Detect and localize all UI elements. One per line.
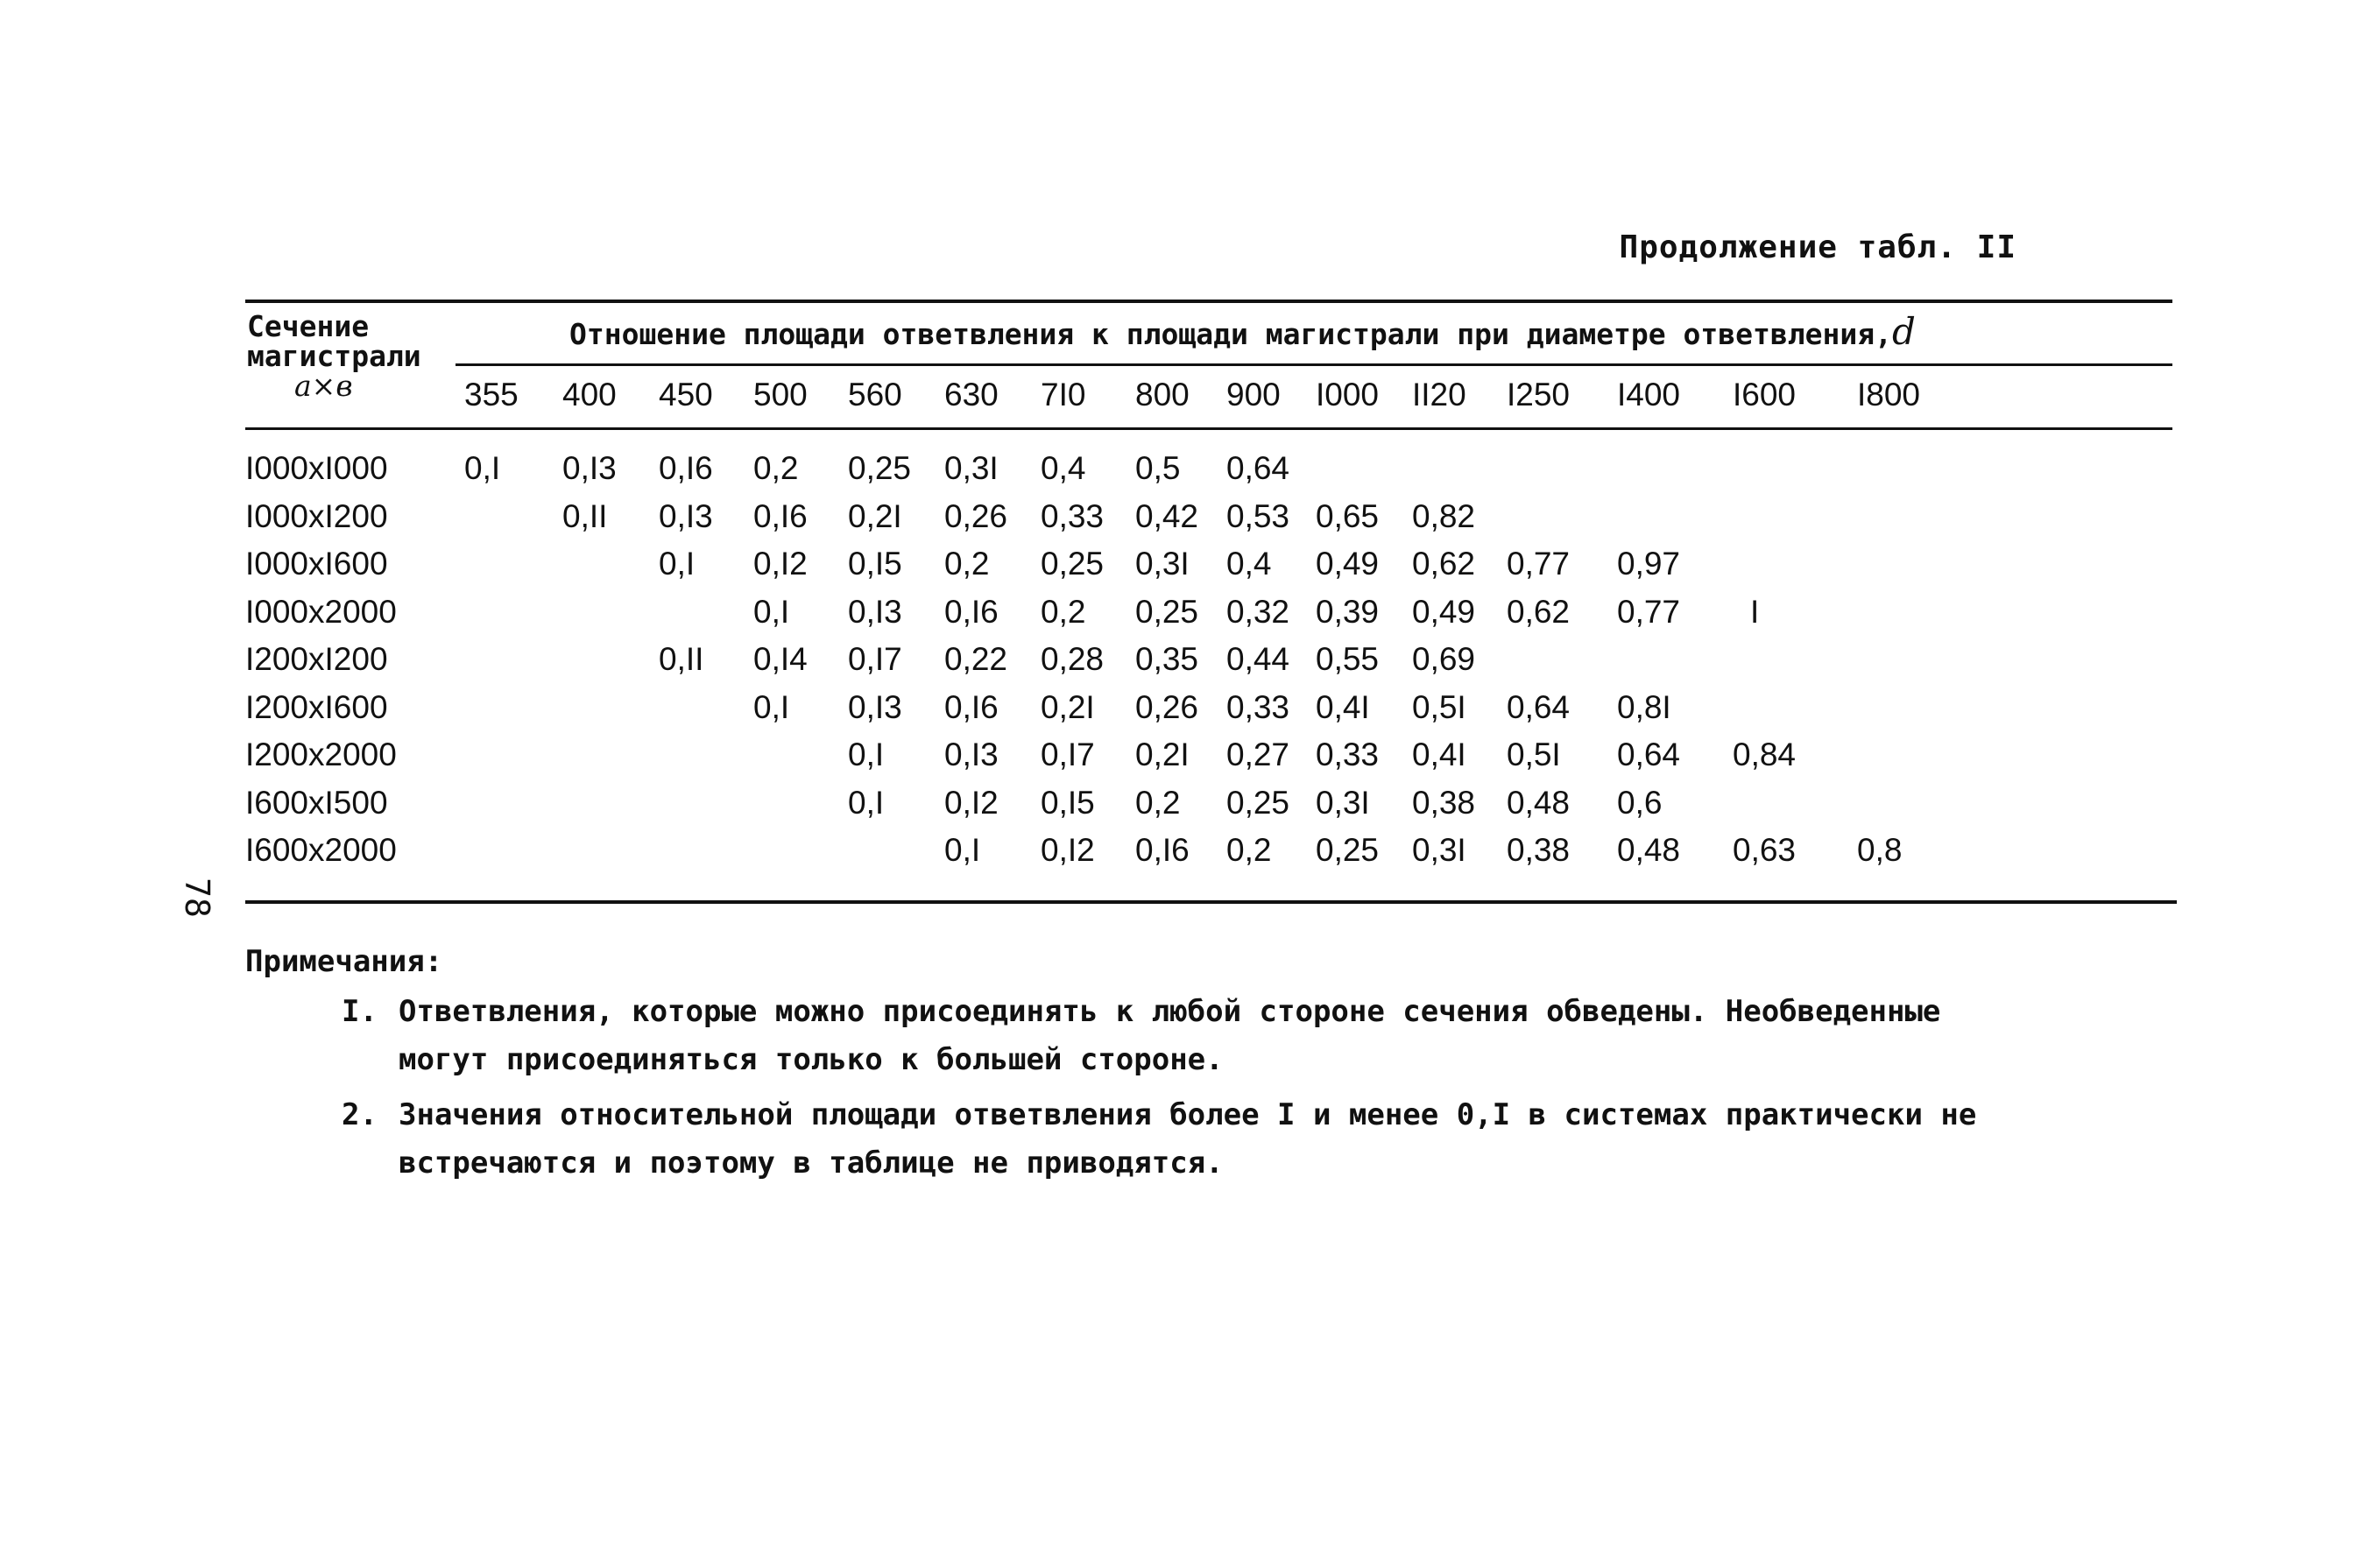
table-cell: 0,65 — [1316, 497, 1380, 534]
column-header: I400 — [1617, 377, 1681, 412]
notes-title: Примечания: — [245, 944, 443, 979]
table-cell: 0,I2 — [944, 784, 999, 821]
table-cell: 0,3I — [1316, 784, 1370, 821]
table-cell: 0,49 — [1316, 546, 1380, 582]
note-text: Значения относительной площади ответвления более I и менее 0,I в системах практически не встречаются и поэтому в таблице не приводятся. — [399, 1097, 1977, 1181]
table-cell: 0,I2 — [1041, 832, 1095, 868]
table-cell: 0,I6 — [659, 450, 713, 486]
row-label: I000xI200 — [245, 497, 388, 534]
table-cell: 0,I4 — [753, 641, 808, 677]
table-cell: 0,4I — [1316, 688, 1370, 725]
table-cell: 0,2 — [944, 546, 990, 582]
table-cell: 0,39 — [1316, 593, 1380, 630]
table-header-divider — [456, 363, 2172, 366]
note-item — [245, 988, 1997, 1084]
table-cell: 0,48 — [1507, 784, 1571, 821]
column-header: 500 — [753, 377, 808, 412]
table-cell: 0,33 — [1226, 688, 1290, 725]
table-cell: 0,25 — [848, 450, 912, 486]
table-cell: I — [1750, 593, 1760, 630]
table-cell: 0,26 — [944, 497, 1008, 534]
row-label: I200xI200 — [245, 641, 388, 677]
table-cell: 0,2I — [1041, 688, 1095, 725]
table-cell: 0,32 — [1226, 593, 1290, 630]
stub-header — [247, 309, 457, 403]
stub-header-dimensions: a×в — [294, 369, 353, 403]
column-header: II20 — [1412, 377, 1466, 412]
table-cell: 0,27 — [1226, 737, 1290, 772]
table-cell: 0,I — [464, 450, 501, 486]
column-header: I800 — [1857, 377, 1921, 412]
table-cell: 0,I3 — [848, 593, 902, 630]
table-cell: 0,77 — [1507, 546, 1571, 582]
table-cell: 0,I3 — [659, 497, 713, 534]
table-cell: 0,2I — [848, 497, 902, 534]
table-cell: 0,25 — [1226, 784, 1290, 821]
row-label: I600xI500 — [245, 784, 388, 821]
column-header: 400 — [562, 377, 617, 412]
stub-header-line-2: магистрали — [247, 339, 421, 373]
table-cell: 0,22 — [944, 641, 1008, 677]
table-cell: 0,I7 — [848, 641, 902, 677]
row-label: I000x2000 — [245, 593, 397, 630]
table-cell: 0,6 — [1617, 784, 1663, 821]
row-label: I000xI600 — [245, 546, 388, 582]
table-bottom-rule — [245, 900, 2177, 904]
table-cell: 0,82 — [1412, 497, 1476, 534]
table-cell: 0,I2 — [753, 546, 808, 582]
table-cell: 0,33 — [1316, 737, 1380, 772]
table-cell: 0,35 — [1135, 641, 1199, 677]
note-item — [245, 1091, 1997, 1188]
table-cell: 0,I — [753, 688, 790, 725]
column-header: 450 — [659, 377, 713, 412]
table-cell: 0,25 — [1135, 593, 1199, 630]
table-cell: 0,5I — [1507, 737, 1561, 772]
table-cell: 0,I6 — [944, 593, 999, 630]
column-header: 630 — [944, 377, 999, 412]
table-cell: 0,42 — [1135, 497, 1199, 534]
table-cell: 0,I — [944, 832, 981, 868]
table-cell: 0,64 — [1507, 688, 1571, 725]
note-text: Ответвления, которые можно присоединять к любой стороне сечения обведены. Необведенные могут присоединяться только к большей стороне. — [399, 994, 1941, 1077]
table-cell: 0,4 — [1041, 450, 1086, 486]
table-cell: 0,25 — [1316, 832, 1380, 868]
table-cell: 0,55 — [1316, 641, 1380, 677]
table-cell: 0,8 — [1857, 832, 1903, 868]
table-cell: 0,53 — [1226, 497, 1290, 534]
table-cell: 0,38 — [1412, 784, 1476, 821]
table-cell: 0,2 — [1226, 832, 1272, 868]
table-cell: 0,2 — [1041, 593, 1086, 630]
table-cell: 0,I3 — [848, 688, 902, 725]
table-cell: 0,I6 — [944, 688, 999, 725]
notes — [245, 944, 1997, 1195]
table-cell: 0,I3 — [944, 737, 999, 772]
column-group-header-text: Отношение площади ответвления к площади магистрали при диаметре ответвления, — [569, 317, 1892, 351]
row-label: I200x2000 — [245, 737, 397, 772]
diameter-symbol: d — [1891, 310, 1916, 353]
table-cell: 0,63 — [1733, 832, 1797, 868]
table-cell: 0,3I — [944, 450, 999, 486]
table-cell: 0,84 — [1733, 737, 1797, 772]
table-cell: 0,I7 — [1041, 737, 1095, 772]
row-label: I200xI600 — [245, 688, 388, 725]
table-cell: 0,4I — [1412, 737, 1466, 772]
table-cell: 0,64 — [1617, 737, 1681, 772]
table-cell: 0,64 — [1226, 450, 1290, 486]
stub-header-line-1: Сечение — [247, 309, 370, 343]
column-header: I000 — [1316, 377, 1380, 412]
note-number: 2. — [342, 1097, 378, 1132]
table-cell: 0,8I — [1617, 688, 1671, 725]
note-number: I. — [342, 994, 378, 1029]
table-cell: 0,2 — [753, 450, 799, 486]
table-cell: 0,5I — [1412, 688, 1466, 725]
row-label: I600x2000 — [245, 832, 397, 868]
table-top-rule — [245, 300, 2172, 303]
table-cell: 0,3I — [1135, 546, 1190, 582]
table-cell: 0,II — [562, 497, 608, 534]
table-cell: 0,I — [753, 593, 790, 630]
table-cell: 0,II — [659, 641, 704, 677]
table-cell: 0,33 — [1041, 497, 1105, 534]
table-cell: 0,26 — [1135, 688, 1199, 725]
table-cell: 0,69 — [1412, 641, 1476, 677]
page-number: 78 — [178, 878, 216, 918]
column-header: 355 — [464, 377, 519, 412]
table-cell: 0,62 — [1507, 593, 1571, 630]
column-header: 800 — [1135, 377, 1190, 412]
table-continuation-caption: Продолжение табл. II — [1619, 229, 2016, 265]
column-header: 560 — [848, 377, 902, 412]
table-cell: 0,2I — [1135, 737, 1190, 772]
table-cell: 0,77 — [1617, 593, 1681, 630]
table-cell: 0,I5 — [848, 546, 902, 582]
table-cell: 0,28 — [1041, 641, 1105, 677]
column-header: 7I0 — [1041, 377, 1086, 412]
table-cell: 0,I6 — [1135, 832, 1190, 868]
table-cell: 0,25 — [1041, 546, 1105, 582]
table-cell: 0,I5 — [1041, 784, 1095, 821]
column-group-header — [569, 310, 1916, 353]
table-cell: 0,I3 — [562, 450, 617, 486]
table-cell: 0,44 — [1226, 641, 1290, 677]
column-header: I250 — [1507, 377, 1571, 412]
table-cell: 0,5 — [1135, 450, 1181, 486]
table-cell: 0,4 — [1226, 546, 1272, 582]
table-cell: 0,49 — [1412, 593, 1476, 630]
table-cell: 0,97 — [1617, 546, 1681, 582]
column-header: I600 — [1733, 377, 1797, 412]
table-cell: 0,3I — [1412, 832, 1466, 868]
table-cell: 0,I6 — [753, 497, 808, 534]
column-header: 900 — [1226, 377, 1281, 412]
table-cell: 0,I — [848, 737, 885, 772]
table-cell: 0,2 — [1135, 784, 1181, 821]
table-cell: 0,I — [659, 546, 696, 582]
table-cell: 0,I — [848, 784, 885, 821]
row-label: I000xI000 — [245, 450, 388, 486]
table-cell: 0,48 — [1617, 832, 1681, 868]
table-cell: 0,38 — [1507, 832, 1571, 868]
table-header-rule — [245, 427, 2172, 430]
table-cell: 0,62 — [1412, 546, 1476, 582]
